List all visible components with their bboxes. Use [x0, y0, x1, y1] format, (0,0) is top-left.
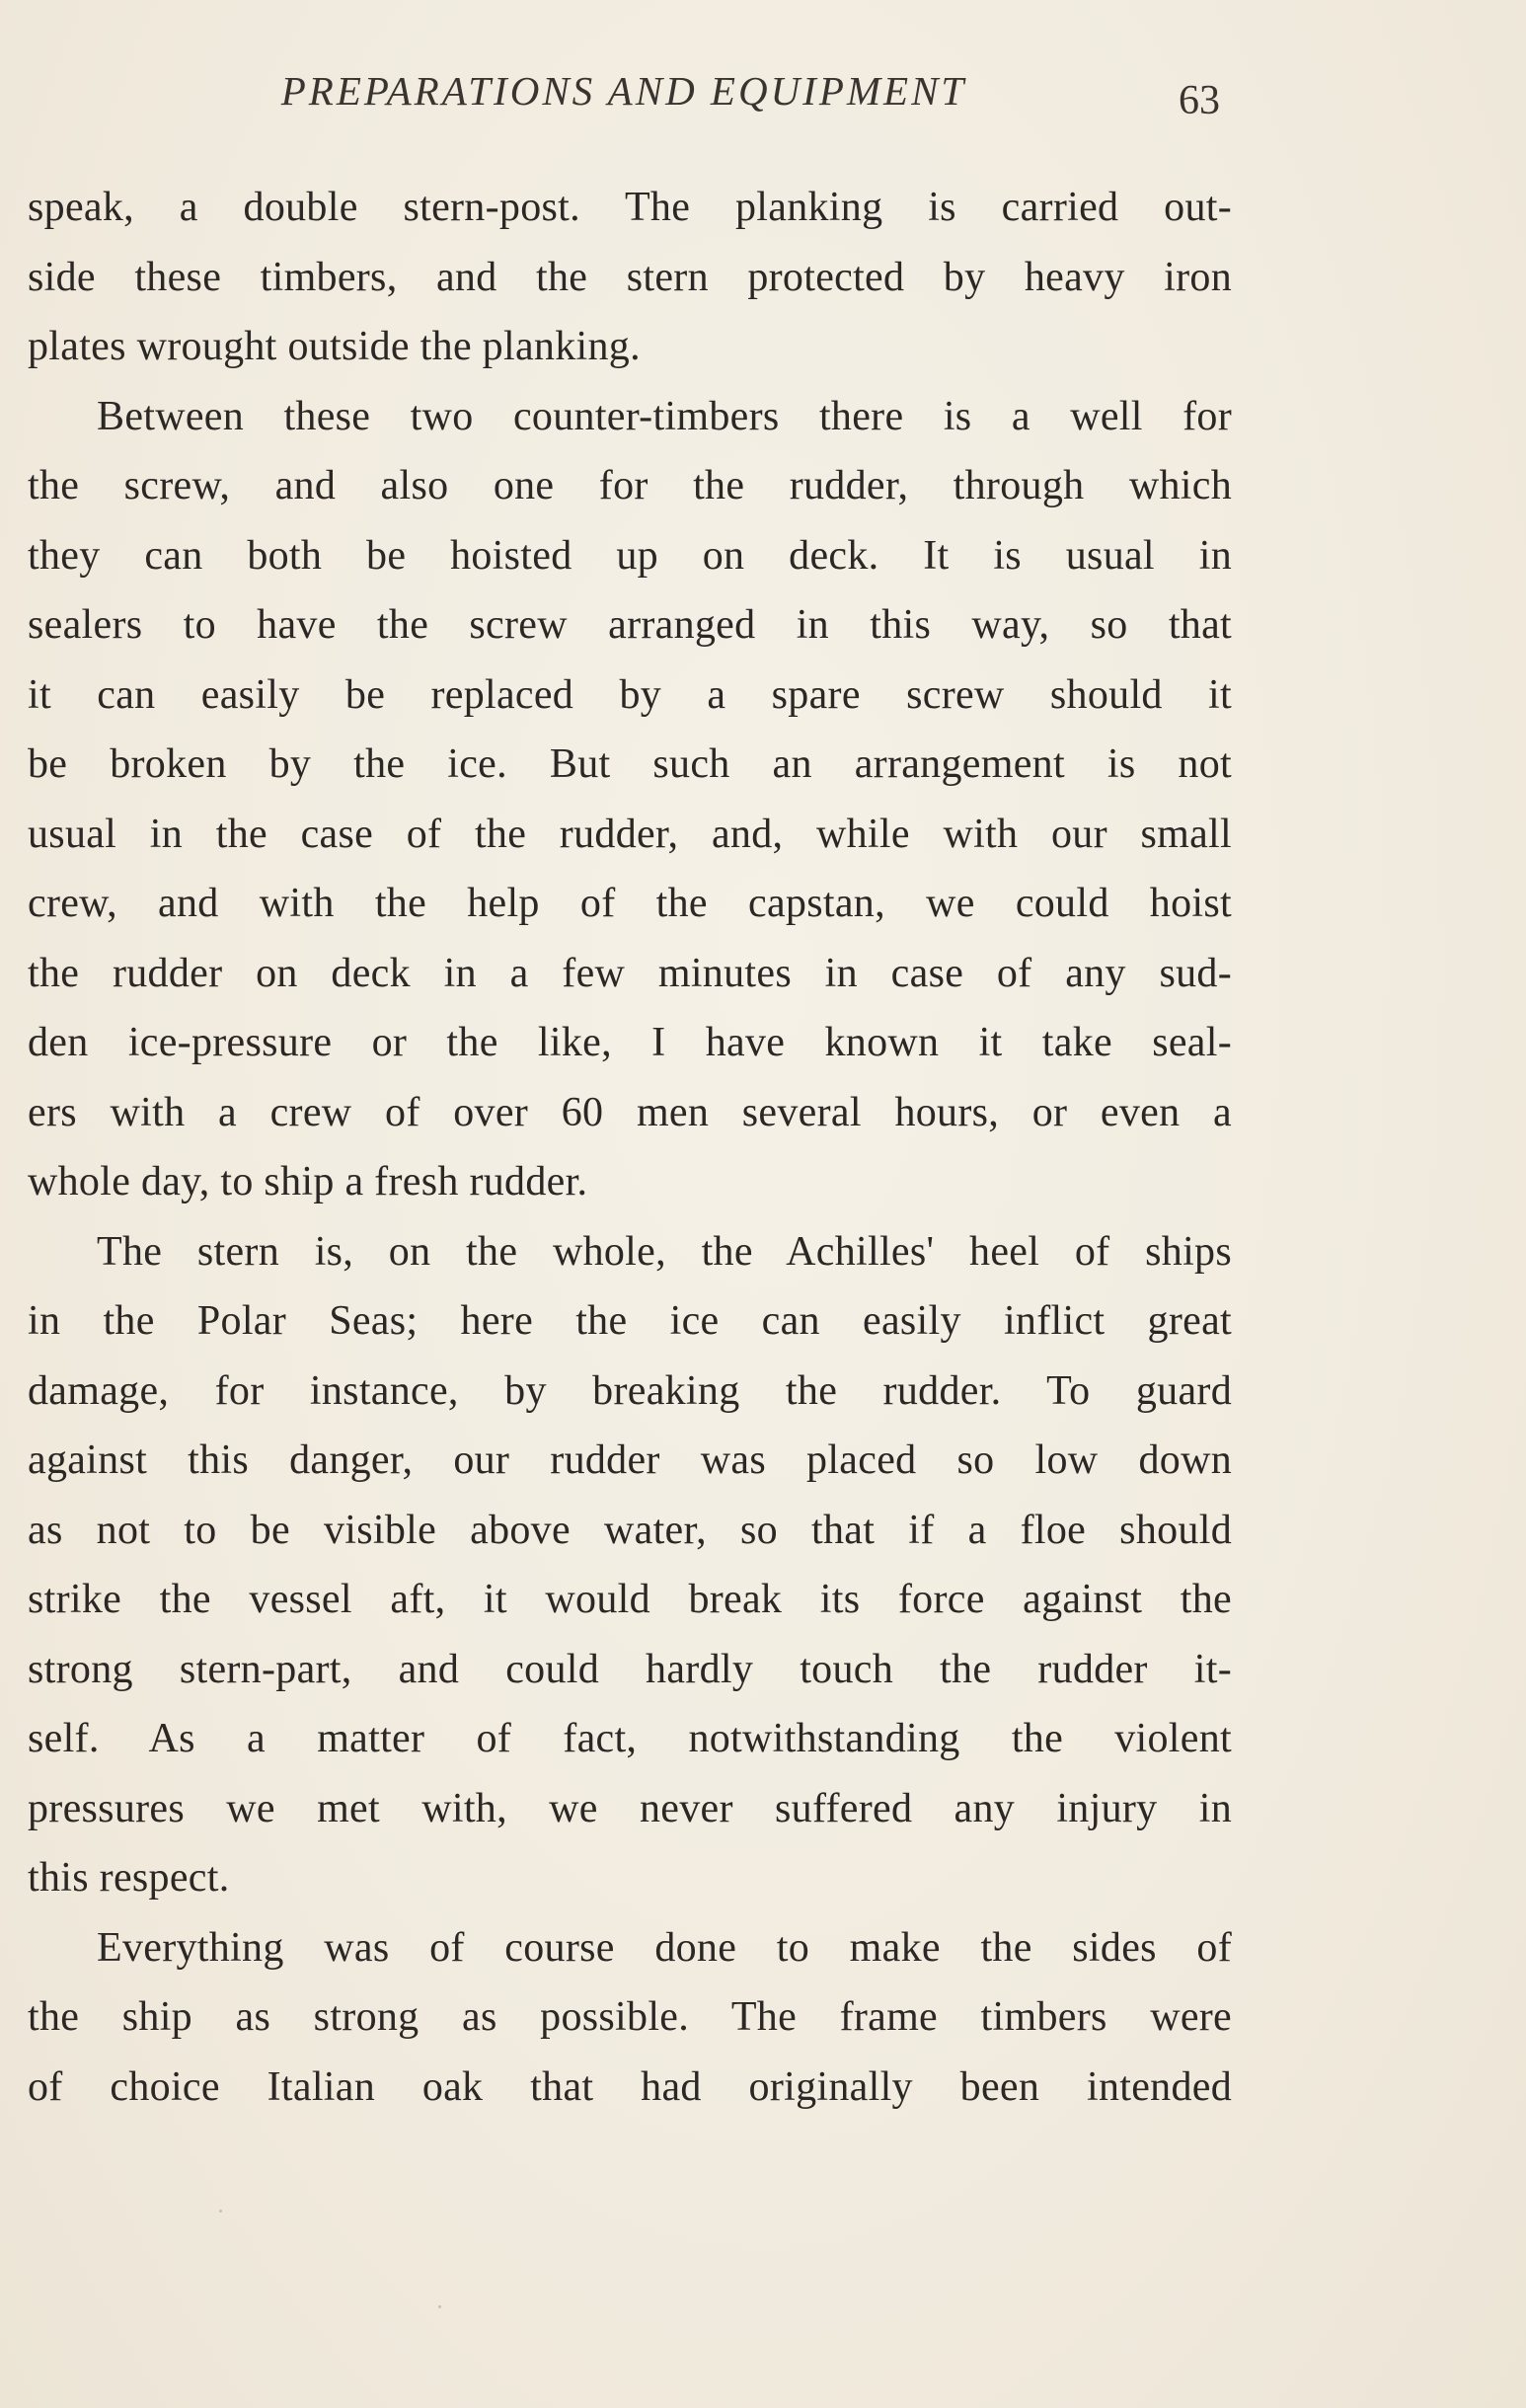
text-line: whole day, to ship a fresh rudder. [28, 1159, 588, 1204]
text-line: as not to be visible above water, so that if a floe should [28, 1508, 1232, 1553]
text-line: crew, and with the help of the capstan, we could hoist [28, 881, 1232, 926]
text-line: usual in the case of the rudder, and, while with our small [28, 812, 1232, 857]
paragraph-first-line: The stern is, on the whole, the Achilles' heel of ships [97, 1229, 1232, 1275]
text-line: the rudder on deck in a few minutes in case of any sud- [28, 951, 1232, 996]
paragraph-first-line: Everything was of course done to make the sides of [97, 1925, 1232, 1971]
text-line: plates wrought outside the planking. [28, 324, 641, 369]
text-line: the ship as strong as possible. The frame timbers were [28, 1994, 1232, 2040]
text-line: self. As a matter of fact, notwithstanding the violent [28, 1716, 1232, 1761]
text-line: in the Polar Seas; here the ice can easily inflict great [28, 1298, 1232, 1344]
text-line: sealers to have the screw arranged in this way, so that [28, 602, 1232, 648]
paragraph-first-line: Between these two counter-timbers there is a well for [97, 394, 1232, 439]
text-line: den ice-pressure or the like, I have known it take seal- [28, 1020, 1232, 1065]
text-line: they can both be hoisted up on deck. It is usual in [28, 533, 1232, 579]
running-head-title: PREPARATIONS AND EQUIPMENT [280, 68, 967, 114]
text-line: strike the vessel aft, it would break its force against the [28, 1577, 1232, 1622]
text-line: this respect. [28, 1855, 230, 1901]
text-line: of choice Italian oak that had originally been intended [28, 2064, 1232, 2110]
text-line: the screw, and also one for the rudder, through which [28, 463, 1232, 508]
text-line: it can easily be replaced by a spare screw should it [28, 672, 1232, 718]
text-line: damage, for instance, by breaking the rudder. To guard [28, 1368, 1232, 1414]
text-line: be broken by the ice. But such an arrangement is not [28, 741, 1232, 787]
paper-speck [219, 2210, 222, 2213]
paper-speck [438, 2305, 441, 2308]
text-line: side these timbers, and the stern protected by heavy iron [28, 255, 1232, 300]
text-line: against this danger, our rudder was placed so low down [28, 1437, 1232, 1483]
text-line: ers with a crew of over 60 men several hours, or even a [28, 1090, 1232, 1135]
text-line: pressures we met with, we never suffered any injury in [28, 1786, 1232, 1831]
text-line: speak, a double stern-post. The planking is carried out- [28, 185, 1232, 230]
text-line: strong stern-part, and could hardly touch the rudder it- [28, 1647, 1232, 1692]
page-number: 63 [1179, 78, 1220, 123]
